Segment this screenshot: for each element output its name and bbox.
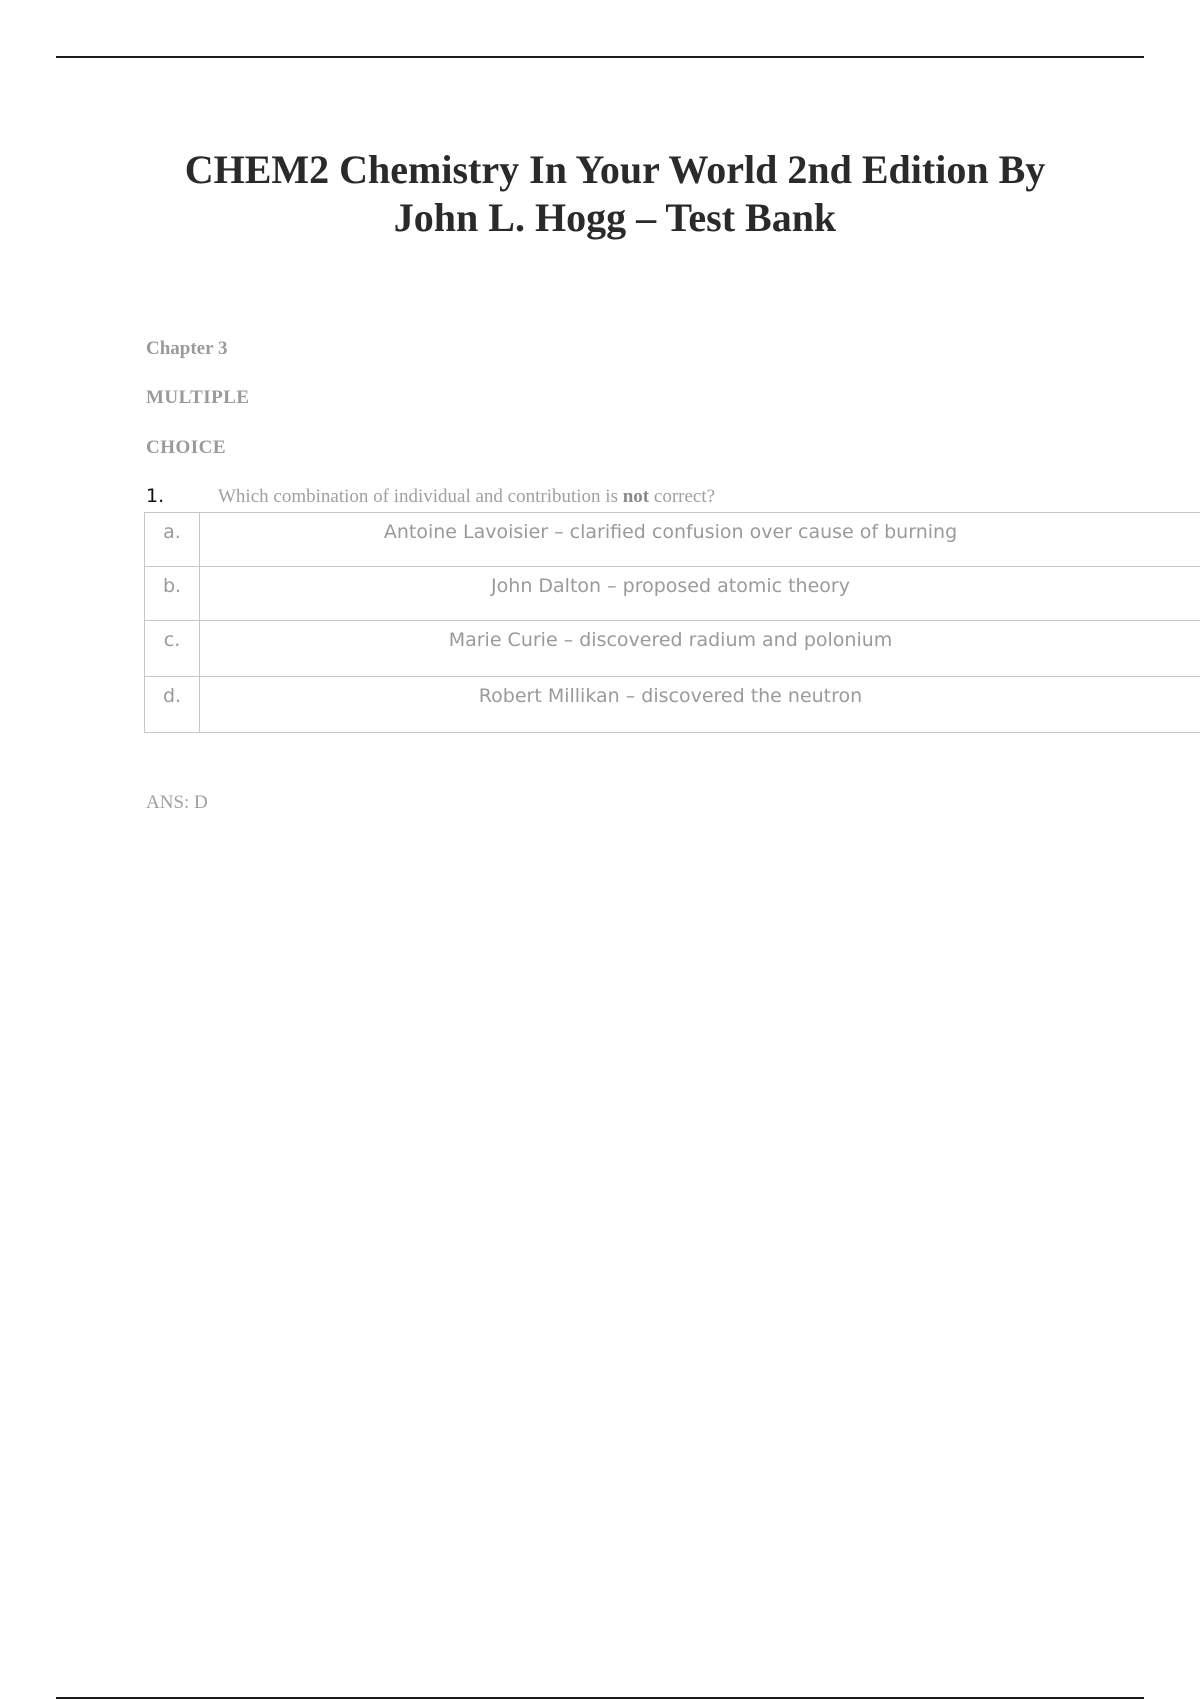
section-heading-line-2: CHOICE [146,437,227,458]
bottom-rule [56,1697,1144,1699]
top-rule [56,56,1144,58]
question-text-after: correct? [649,486,716,507]
title-line-1: CHEM2 Chemistry In Your World 2nd Edition By [184,147,1046,192]
choice-text: Robert Millikan – discovered the neutron [200,677,1200,733]
choice-row [145,567,1200,621]
question-text-emphasis: not [622,486,650,507]
question-text-before: Which combination of individual and contribution is [218,486,623,507]
choice-letter: c. [145,621,200,677]
section-heading-line-1: MULTIPLE [146,387,250,408]
answer-choices-table [144,512,1200,733]
chapter-heading: Chapter 3 [146,338,228,359]
choice-text: John Dalton – proposed atomic theory [200,567,1200,621]
question-number: 1. [146,485,165,507]
choice-letter: d. [145,677,200,733]
answer-key: ANS: D [146,792,208,813]
title-line-2: John L. Hogg – Test Bank [393,195,837,240]
choice-letter: a. [145,513,200,567]
choice-text: Marie Curie – discovered radium and polonium [200,621,1200,677]
question-text [218,486,715,508]
choice-text: Antoine Lavoisier – clarified confusion over cause of burning [200,513,1200,567]
choice-row [145,513,1200,567]
choice-letter: b. [145,567,200,621]
choice-row [145,621,1200,677]
document-title [120,146,1110,242]
choice-row [145,677,1200,733]
